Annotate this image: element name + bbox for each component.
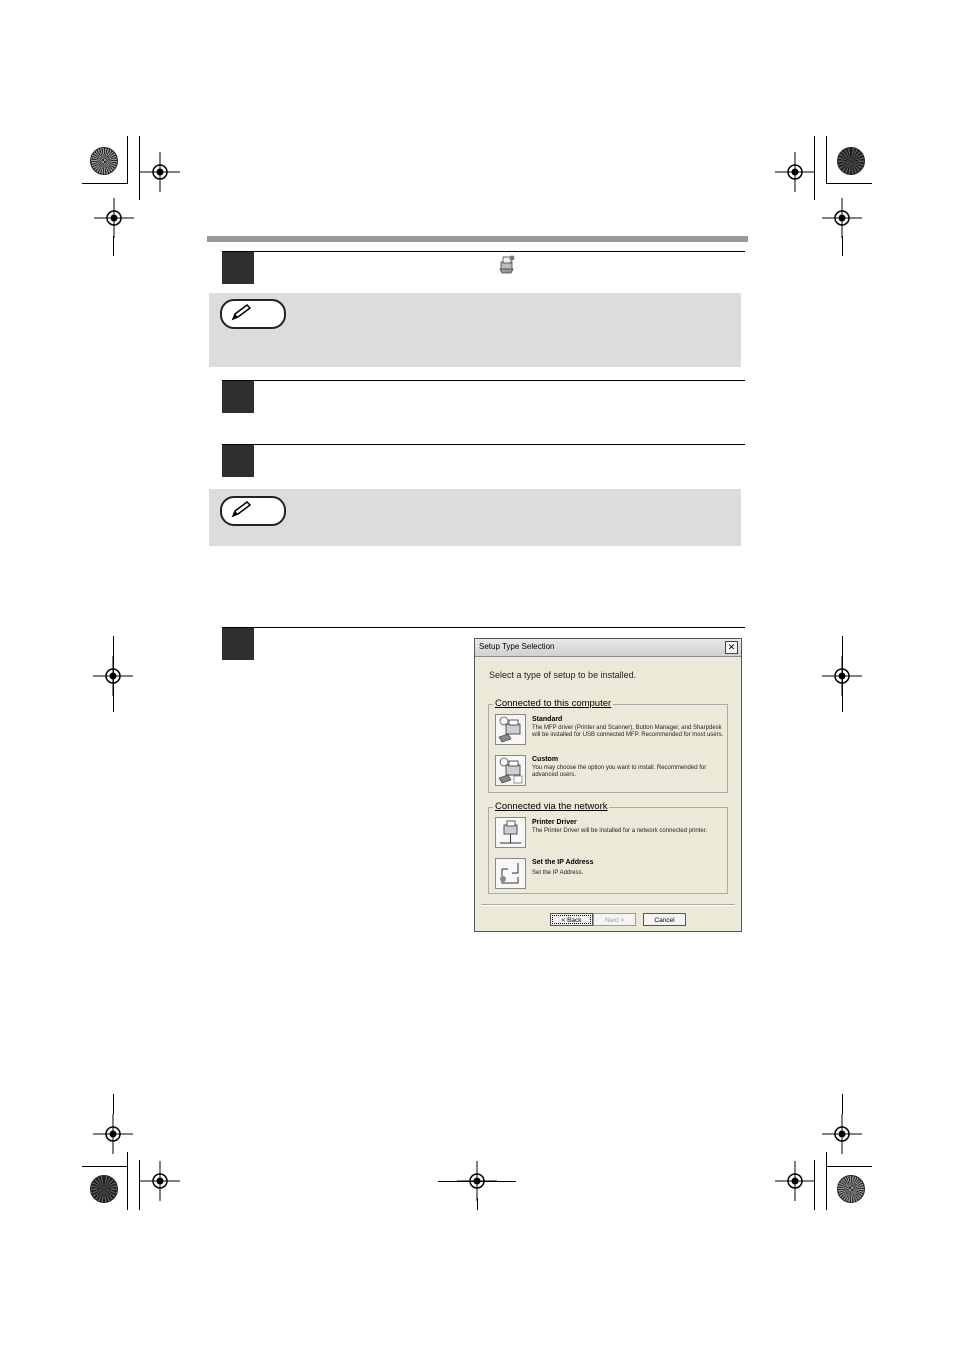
dialog-title-bar <box>475 639 741 657</box>
registration-target-mark <box>93 1114 133 1154</box>
crop-line <box>82 183 128 184</box>
option-title-set-ip: Set the IP Address <box>532 859 594 866</box>
crop-line <box>127 136 128 184</box>
note-badge <box>220 299 286 329</box>
crop-line <box>842 636 843 712</box>
cancel-button[interactable]: Cancel <box>643 913 686 926</box>
option-desc-printer-driver: The Printer Driver will be installed for a network connected printer. <box>532 828 708 834</box>
option-title-printer-driver: Printer Driver <box>532 819 577 826</box>
crop-line <box>826 183 872 184</box>
option-desc-custom: You may choose the option you want to install. Recommended for advanced users. <box>532 765 707 778</box>
note-box <box>209 489 741 546</box>
step-divider <box>222 251 745 252</box>
step-number-box <box>222 381 254 413</box>
step-divider <box>222 444 745 445</box>
ip-address-icon[interactable] <box>495 858 526 889</box>
standard-setup-icon[interactable] <box>495 714 526 745</box>
step-number-box <box>222 252 254 284</box>
crop-line <box>127 1152 128 1210</box>
registration-target-mark <box>775 1161 815 1201</box>
next-button[interactable]: Next > <box>593 913 636 926</box>
pencil-icon <box>230 304 254 322</box>
color-rosette-mark <box>837 147 865 175</box>
group-connected-to-computer <box>488 698 728 793</box>
crop-line <box>826 1166 872 1167</box>
crop-line <box>842 236 843 256</box>
option-desc-standard: The MFP driver (Printer and Scanner), Button Manager, and Sharpdesk will be installed for USB connected MFP. Recommended for most users. <box>532 725 724 738</box>
crop-line <box>113 636 114 712</box>
crop-line <box>826 1152 827 1210</box>
header-bar <box>207 236 748 242</box>
registration-target-mark <box>94 198 134 238</box>
dialog-instruction: Select a type of setup to be installed. <box>489 670 637 680</box>
color-rosette-mark <box>90 1175 118 1203</box>
group-label: Connected to this computer <box>495 698 612 709</box>
custom-setup-icon[interactable] <box>495 755 526 786</box>
crop-line <box>82 1166 128 1167</box>
crop-line <box>113 1094 114 1114</box>
back-button[interactable]: < Back <box>550 913 593 926</box>
registration-target-mark <box>822 1114 862 1154</box>
color-rosette-mark <box>90 147 118 175</box>
crop-line <box>477 1198 478 1210</box>
group-connected-via-network <box>488 801 728 894</box>
color-rosette-mark <box>837 1175 865 1203</box>
step-divider <box>222 380 745 381</box>
printer-driver-icon[interactable] <box>495 817 526 848</box>
dialog-separator <box>481 904 735 906</box>
crop-line <box>842 1094 843 1114</box>
option-desc-set-ip: Set the IP Address. <box>532 870 584 876</box>
option-title-standard: Standard <box>532 716 563 723</box>
registration-target-mark <box>140 152 180 192</box>
note-box <box>209 293 741 367</box>
step-number-box <box>222 628 254 660</box>
step-divider <box>222 627 745 628</box>
pencil-icon <box>230 501 254 519</box>
dialog-title: Setup Type Selection <box>479 642 555 651</box>
crop-line <box>826 136 827 184</box>
registration-target-mark <box>140 1161 180 1201</box>
setup-program-icon <box>498 254 516 274</box>
registration-target-mark <box>822 198 862 238</box>
crop-line <box>438 1181 516 1182</box>
close-icon[interactable]: ✕ <box>725 641 738 654</box>
crop-line <box>113 236 114 256</box>
step-number-box <box>222 445 254 477</box>
note-badge <box>220 496 286 526</box>
setup-type-selection-dialog <box>474 638 742 932</box>
registration-target-mark <box>775 152 815 192</box>
option-title-custom: Custom <box>532 756 559 763</box>
group-label: Connected via the network <box>495 801 608 812</box>
